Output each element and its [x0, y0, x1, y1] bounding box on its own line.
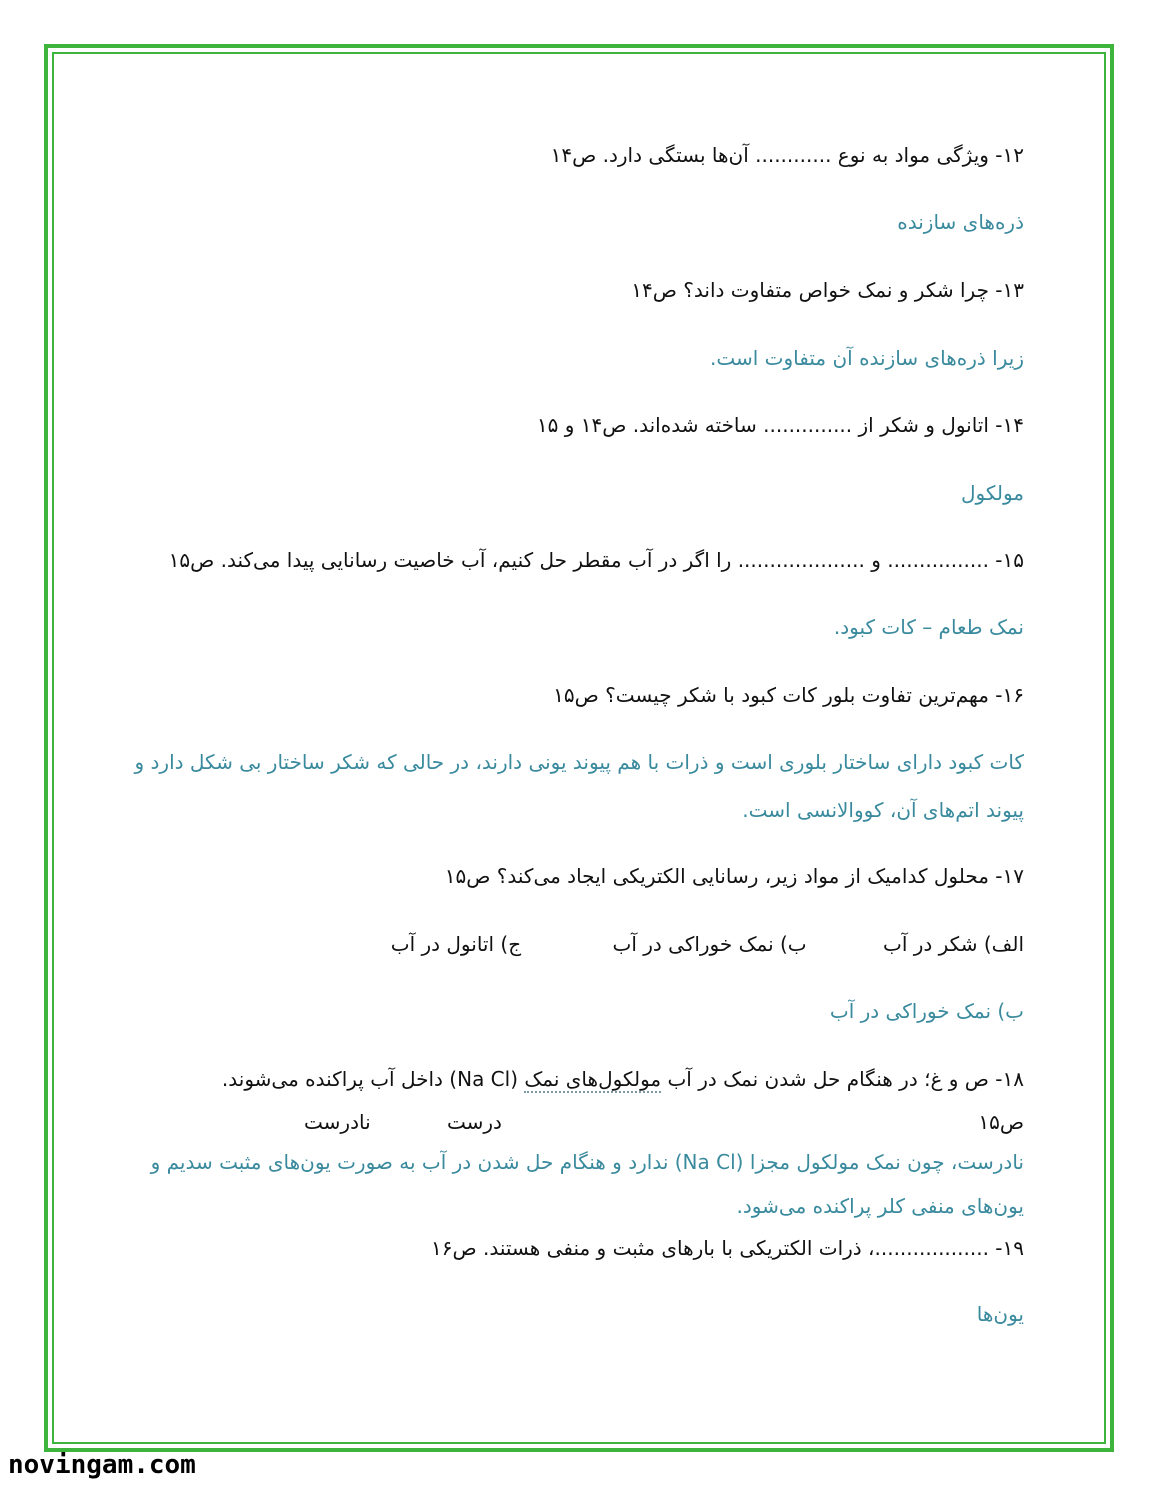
question-13: ۱۳- چرا شکر و نمک خواص متفاوت داند؟ ص۱۴ [631, 278, 1024, 302]
question-17: ۱۷- محلول کدامیک از مواد زیر، رسانایی الکتریکی ایجاد می‌کند؟ ص۱۵ [444, 864, 1024, 888]
worksheet-content [132, 0, 1024, 1499]
option-c: ج) اتانول در آب [390, 932, 522, 956]
question-18 [132, 1067, 1024, 1091]
question-18-start: ۱۸- ص و غ؛ در هنگام حل شدن نمک در آب [661, 1067, 1024, 1091]
choice-false: نادرست [304, 1110, 371, 1134]
answer-15: نمک طعام – کات کبود. [833, 615, 1024, 639]
question-18-underlined: مولکول‌های نمک [524, 1067, 662, 1091]
question-18-end: (Na Cl) داخل آب پراکنده می‌شوند. [221, 1067, 525, 1091]
question-12: ۱۲- ویژگی مواد به نوع ............ آن‌ها بستگی دارد. ص۱۴ [550, 143, 1024, 167]
question-17-options [132, 932, 1024, 956]
answer-19: یون‌ها [976, 1302, 1024, 1326]
question-15: ۱۵- ................ و .................... را اگر در آب مقطر حل کنیم، آب خاصیت رسانایی پیدا می‌کند. ص۱۵ [168, 548, 1024, 572]
answer-13: زیرا ذره‌های سازنده آن متفاوت است. [710, 346, 1024, 370]
question-18-choices [132, 1110, 1024, 1134]
option-a: الف) شکر در آب [882, 932, 1024, 956]
answer-12: ذره‌های سازنده [897, 210, 1024, 234]
option-b: ب) نمک خوراکی در آب [612, 932, 807, 956]
question-14: ۱۴- اتانول و شکر از .............. ساخته شده‌اند. ص۱۴ و ۱۵ [536, 413, 1024, 437]
question-16: ۱۶- مهم‌ترین تفاوت بلور کات کبود با شکر چیست؟ ص۱۵ [553, 683, 1024, 707]
question-18-page: ص۱۵ [978, 1110, 1024, 1134]
site-watermark: novingam.com [8, 1450, 196, 1480]
answer-18: نادرست، چون نمک مولکول مجزا (Na Cl) ندارد و هنگام حل شدن در آب به صورت یون‌های مثبت سدیم و یون‌های منفی کلر پراکنده می‌شود. [150, 1150, 1024, 1218]
answer-14: مولکول [960, 481, 1024, 505]
question-19: ۱۹- ..................، ذرات الکتریکی با بارهای مثبت و منفی هستند. ص۱۶ [430, 1236, 1024, 1260]
answer-16: کات کبود دارای ساختار بلوری است و ذرات با هم پیوند یونی دارند، در حالی که شکر ساختار بی شکل دارد و پیوند اتم‌های آن، کووالانسی است. [134, 750, 1024, 822]
answer-17: ب) نمک خوراکی در آب [829, 999, 1024, 1023]
choice-true: درست [447, 1110, 502, 1134]
